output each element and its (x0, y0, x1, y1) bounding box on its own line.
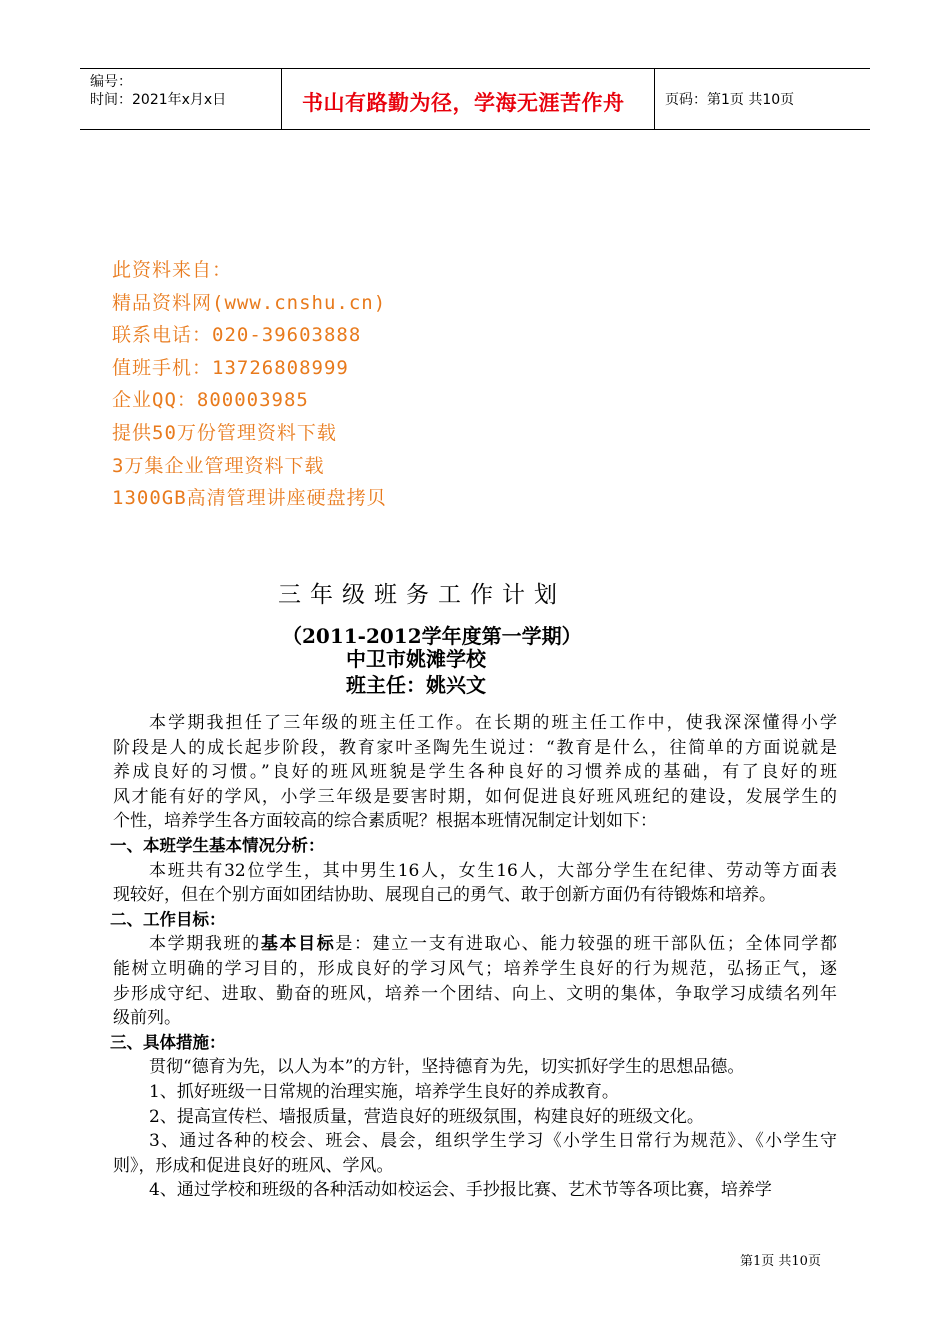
measure-item: 3、通过各种的校会、班会、晨会，组织学生学习《小学生日常行为规范》、《小学生守 (149, 1131, 837, 1152)
ad-line: 联系电话：020-39603888 (112, 324, 362, 347)
paragraph-line: 步形成守纪、进取、勤奋的班风，培养一个团结、向上、文明的集体，争取学习成绩名列年 (113, 983, 837, 1004)
paragraph-line: 风才能有好的学风，小学三年级是要害时期，如何促进良好班风班纪的建设，发展学生的 (113, 786, 837, 807)
source-notice (112, 254, 387, 515)
section-heading: 三、具体措施： (110, 1032, 226, 1052)
ad-line: 此资料来自： (112, 259, 233, 281)
measure-item: 则》，形成和促进良好的班风、学风。 (113, 1155, 394, 1176)
number-label: 编号： (90, 74, 132, 90)
section-heading: 二、工作目标： (110, 909, 226, 929)
header-meta (80, 69, 280, 129)
school-name: 中卫市姚滩学校 (346, 647, 486, 671)
paragraph-line (113, 932, 837, 957)
ad-line: 3万集企业管理资料下载 (112, 454, 325, 477)
ad-line: 企业QQ：800003985 (112, 389, 309, 412)
ad-line: 精品资料网(www.cnshu.cn) (112, 291, 387, 314)
measure-item: 4、通过学校和班级的各种活动如校运会、手抄报比赛、艺术节等各项比赛，培养学 (149, 1180, 772, 1201)
goal-rest: 是：建立一支有进取心、能力较强的班干部队伍；全体同学都 (335, 934, 838, 955)
motto: 书山有路勤为径，学海无涯苦作舟 (302, 91, 625, 115)
paragraph-line: 个性，培养学生各方面较高的综合素质呢？根据本班情况制定计划如下： (113, 811, 657, 832)
paragraph-line: 阶段是人的成长起步阶段，教育家叶圣陶先生说过：“教育是什么，往简单的方面说就是 (113, 737, 837, 758)
header-page-cell (655, 69, 870, 129)
page-header (80, 68, 870, 130)
page-info: 页码：第1页 共10页 (665, 92, 795, 108)
goal-keyword: 基本目标 (260, 934, 336, 955)
measure-item: 2、提高宣传栏、墙报质量，营造良好的班级氛围，构建良好的班级文化。 (149, 1106, 704, 1127)
ad-line: 提供50万份管理资料下载 (112, 421, 337, 444)
document-title: 三年级班务工作计划 (278, 582, 566, 608)
paragraph-line: 能树立明确的学习目的，形成良好的学习风气；培养学生良好的行为规范，弘扬正气，逐 (113, 958, 837, 979)
paragraph-line: 贯彻“德育为先，以人为本”的方针，坚持德育为先，切实抓好学生的思想品德。 (149, 1057, 745, 1078)
header-motto-cell (281, 69, 655, 129)
term-label: （2011-2012学年度第一学期） (282, 624, 582, 648)
page-footer: 第1页 共10页 (740, 1254, 821, 1269)
goal-lead: 本学期我班的 (149, 934, 261, 955)
ad-line: 1300GB高清管理讲座硬盘拷贝 (112, 487, 387, 510)
measure-item: 1、抓好班级一日常规的治理实施，培养学生良好的养成教育。 (149, 1081, 619, 1102)
teacher-name: 班主任：姚兴文 (346, 673, 486, 697)
document-body (110, 711, 838, 1203)
date-label: 时间：2021年x月x日 (90, 92, 227, 108)
paragraph-line: 现较好，但在个别方面如团结协助、展现自己的勇气、敢于创新方面仍有待锻炼和培养。 (113, 885, 776, 906)
paragraph-line: 本班共有32位学生，其中男生16人，女生16人，大部分学生在纪律、劳动等方面表 (149, 860, 837, 881)
paragraph-line: 养成良好的习惯。”良好的班风班貌是学生各种良好的习惯养成的基础，有了良好的班 (113, 762, 837, 783)
ad-line: 值班手机：13726808999 (112, 356, 349, 379)
paragraph-line: 级前列。 (113, 1008, 181, 1029)
section-heading: 一、本班学生基本情况分析： (110, 835, 325, 855)
paragraph-line: 本学期我担任了三年级的班主任工作。在长期的班主任工作中，使我深深懂得小学 (149, 713, 837, 733)
